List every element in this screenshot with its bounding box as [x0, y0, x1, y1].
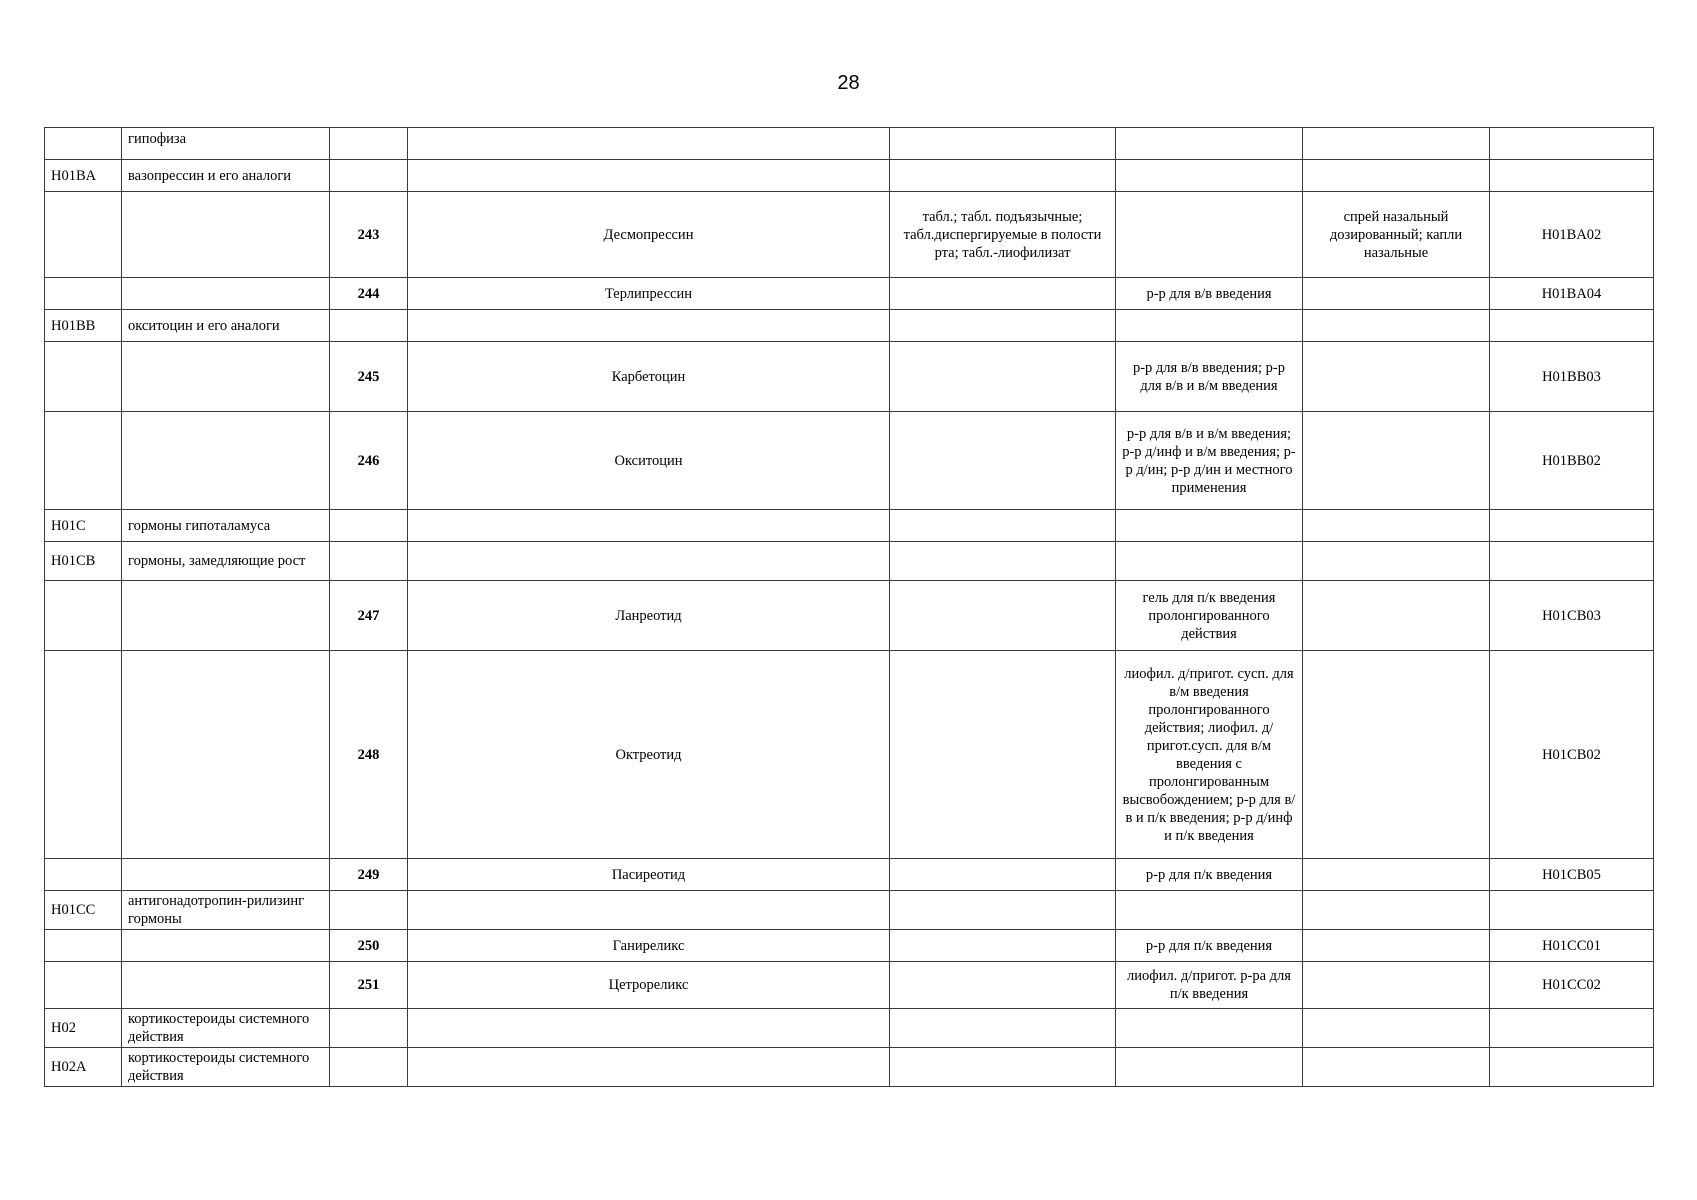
- item-number-cell: [330, 1048, 408, 1087]
- table-row: [45, 342, 1654, 412]
- injection-form-cell: лиофил. д/пригот. сусп. для в/м введения пролонгированного действия; лиофил. д/пригот.сусп. для в/м введения с пролонгированным высвобождением; р-р для в/в и п/к введения; р-р д/инф и п/к введения: [1116, 651, 1303, 859]
- table-row: [45, 412, 1654, 510]
- drug-atc-code-cell: [1490, 310, 1654, 342]
- injection-form-cell: р-р для в/в введения; р-р для в/в и в/м введения: [1116, 342, 1303, 412]
- atc-code-cell: [45, 342, 122, 412]
- drug-atc-code-cell: H01BB02: [1490, 412, 1654, 510]
- other-form-cell: [1303, 651, 1490, 859]
- group-name-cell: [122, 581, 330, 651]
- injection-form-cell: [1116, 310, 1303, 342]
- injection-form-cell: [1116, 128, 1303, 160]
- item-number-cell: 247: [330, 581, 408, 651]
- atc-code-cell: H01CB: [45, 542, 122, 581]
- table-row: [45, 310, 1654, 342]
- atc-code-cell: [45, 859, 122, 891]
- drug-name-cell: [408, 1048, 890, 1087]
- drug-name-cell: Карбетоцин: [408, 342, 890, 412]
- oral-form-cell: [890, 542, 1116, 581]
- table-row: [45, 581, 1654, 651]
- item-number-cell: 244: [330, 278, 408, 310]
- drug-atc-code-cell: [1490, 542, 1654, 581]
- oral-form-cell: [890, 930, 1116, 962]
- atc-code-cell: H02: [45, 1009, 122, 1048]
- group-name-cell: [122, 962, 330, 1009]
- other-form-cell: [1303, 278, 1490, 310]
- drug-name-cell: Ланреотид: [408, 581, 890, 651]
- injection-form-cell: гель для п/к введения пролонгированного действия: [1116, 581, 1303, 651]
- other-form-cell: [1303, 342, 1490, 412]
- drug-name-cell: [408, 160, 890, 192]
- injection-form-cell: р-р для п/к введения: [1116, 930, 1303, 962]
- table-row: [45, 1009, 1654, 1048]
- oral-form-cell: [890, 310, 1116, 342]
- table-row: [45, 278, 1654, 310]
- table-row: [45, 930, 1654, 962]
- table-row: [45, 651, 1654, 859]
- other-form-cell: [1303, 859, 1490, 891]
- item-number-cell: [330, 542, 408, 581]
- table-row: [45, 962, 1654, 1009]
- drug-atc-code-cell: [1490, 510, 1654, 542]
- other-form-cell: [1303, 412, 1490, 510]
- item-number-cell: 248: [330, 651, 408, 859]
- table-row: [45, 1048, 1654, 1087]
- group-name-cell: [122, 651, 330, 859]
- table-row: [45, 160, 1654, 192]
- other-form-cell: спрей назальный дозированный; капли назальные: [1303, 192, 1490, 278]
- atc-code-cell: H01BB: [45, 310, 122, 342]
- atc-code-cell: [45, 192, 122, 278]
- drug-name-cell: Цетрореликс: [408, 962, 890, 1009]
- oral-form-cell: [890, 510, 1116, 542]
- table-row: [45, 192, 1654, 278]
- drug-name-cell: Пасиреотид: [408, 859, 890, 891]
- other-form-cell: [1303, 1009, 1490, 1048]
- drug-name-cell: [408, 510, 890, 542]
- other-form-cell: [1303, 891, 1490, 930]
- injection-form-cell: [1116, 1048, 1303, 1087]
- drug-atc-code-cell: [1490, 160, 1654, 192]
- atc-code-cell: [45, 930, 122, 962]
- injection-form-cell: р-р для в/в и в/м введения; р-р д/инф и в/м введения; р-р д/ин; р-р д/ин и местного применения: [1116, 412, 1303, 510]
- oral-form-cell: [890, 891, 1116, 930]
- drug-name-cell: [408, 128, 890, 160]
- group-name-cell: [122, 342, 330, 412]
- atc-code-cell: [45, 962, 122, 1009]
- oral-form-cell: [890, 581, 1116, 651]
- other-form-cell: [1303, 930, 1490, 962]
- group-name-cell: [122, 412, 330, 510]
- drug-name-cell: [408, 1009, 890, 1048]
- group-name-cell: вазопрессин и его аналоги: [122, 160, 330, 192]
- injection-form-cell: [1116, 510, 1303, 542]
- drug-atc-code-cell: H01CC02: [1490, 962, 1654, 1009]
- atc-code-cell: [45, 651, 122, 859]
- table-row: [45, 891, 1654, 930]
- drug-atc-code-cell: H01BA02: [1490, 192, 1654, 278]
- item-number-cell: [330, 1009, 408, 1048]
- atc-code-cell: [45, 412, 122, 510]
- atc-code-cell: H01C: [45, 510, 122, 542]
- other-form-cell: [1303, 160, 1490, 192]
- group-name-cell: гормоны, замедляющие рост: [122, 542, 330, 581]
- group-name-cell: кортикостероиды системного действия: [122, 1048, 330, 1087]
- item-number-cell: [330, 510, 408, 542]
- other-form-cell: [1303, 581, 1490, 651]
- injection-form-cell: [1116, 160, 1303, 192]
- drug-atc-code-cell: H01CB02: [1490, 651, 1654, 859]
- item-number-cell: 251: [330, 962, 408, 1009]
- oral-form-cell: [890, 962, 1116, 1009]
- table-row: [45, 128, 1654, 160]
- oral-form-cell: табл.; табл. подъязычные; табл.диспергируемые в полости рта; табл.-лиофилизат: [890, 192, 1116, 278]
- atc-code-cell: [45, 128, 122, 160]
- other-form-cell: [1303, 310, 1490, 342]
- oral-form-cell: [890, 1048, 1116, 1087]
- other-form-cell: [1303, 1048, 1490, 1087]
- drug-atc-code-cell: H01CB03: [1490, 581, 1654, 651]
- oral-form-cell: [890, 651, 1116, 859]
- item-number-cell: 243: [330, 192, 408, 278]
- drug-name-cell: [408, 542, 890, 581]
- atc-code-cell: H02A: [45, 1048, 122, 1087]
- injection-form-cell: лиофил. д/пригот. р-ра для п/к введения: [1116, 962, 1303, 1009]
- other-form-cell: [1303, 962, 1490, 1009]
- group-name-cell: гормоны гипоталамуса: [122, 510, 330, 542]
- atc-code-cell: [45, 581, 122, 651]
- item-number-cell: [330, 891, 408, 930]
- drug-atc-code-cell: [1490, 891, 1654, 930]
- item-number-cell: [330, 128, 408, 160]
- oral-form-cell: [890, 160, 1116, 192]
- group-name-cell: [122, 930, 330, 962]
- group-name-cell: [122, 278, 330, 310]
- drug-atc-code-cell: [1490, 1048, 1654, 1087]
- item-number-cell: 246: [330, 412, 408, 510]
- other-form-cell: [1303, 542, 1490, 581]
- drug-atc-code-cell: H01BB03: [1490, 342, 1654, 412]
- drug-name-cell: Октреотид: [408, 651, 890, 859]
- group-name-cell: гипофиза: [122, 128, 330, 160]
- oral-form-cell: [890, 859, 1116, 891]
- oral-form-cell: [890, 342, 1116, 412]
- drug-name-cell: Ганиреликс: [408, 930, 890, 962]
- group-name-cell: кортикостероиды системного действия: [122, 1009, 330, 1048]
- item-number-cell: [330, 160, 408, 192]
- atc-code-cell: H01BA: [45, 160, 122, 192]
- table-row: [45, 510, 1654, 542]
- other-form-cell: [1303, 128, 1490, 160]
- drug-name-cell: [408, 310, 890, 342]
- injection-form-cell: [1116, 891, 1303, 930]
- item-number-cell: 245: [330, 342, 408, 412]
- injection-form-cell: [1116, 542, 1303, 581]
- drug-atc-code-cell: [1490, 128, 1654, 160]
- drug-atc-code-cell: H01BA04: [1490, 278, 1654, 310]
- group-name-cell: антигонадотропин-рилизинг гормоны: [122, 891, 330, 930]
- drug-list-table: [44, 127, 1654, 1087]
- oral-form-cell: [890, 412, 1116, 510]
- atc-code-cell: [45, 278, 122, 310]
- drug-name-cell: Окситоцин: [408, 412, 890, 510]
- drug-atc-code-cell: H01CB05: [1490, 859, 1654, 891]
- drug-name-cell: Десмопрессин: [408, 192, 890, 278]
- drug-atc-code-cell: H01CC01: [1490, 930, 1654, 962]
- item-number-cell: [330, 310, 408, 342]
- oral-form-cell: [890, 278, 1116, 310]
- group-name-cell: окситоцин и его аналоги: [122, 310, 330, 342]
- item-number-cell: 249: [330, 859, 408, 891]
- table-row: [45, 542, 1654, 581]
- injection-form-cell: [1116, 1009, 1303, 1048]
- other-form-cell: [1303, 510, 1490, 542]
- oral-form-cell: [890, 128, 1116, 160]
- drug-name-cell: [408, 891, 890, 930]
- table-row: [45, 859, 1654, 891]
- group-name-cell: [122, 192, 330, 278]
- drug-atc-code-cell: [1490, 1009, 1654, 1048]
- group-name-cell: [122, 859, 330, 891]
- injection-form-cell: [1116, 192, 1303, 278]
- injection-form-cell: р-р для п/к введения: [1116, 859, 1303, 891]
- drug-name-cell: Терлипрессин: [408, 278, 890, 310]
- atc-code-cell: H01CC: [45, 891, 122, 930]
- item-number-cell: 250: [330, 930, 408, 962]
- page-number: 28: [837, 72, 860, 94]
- oral-form-cell: [890, 1009, 1116, 1048]
- injection-form-cell: р-р для в/в введения: [1116, 278, 1303, 310]
